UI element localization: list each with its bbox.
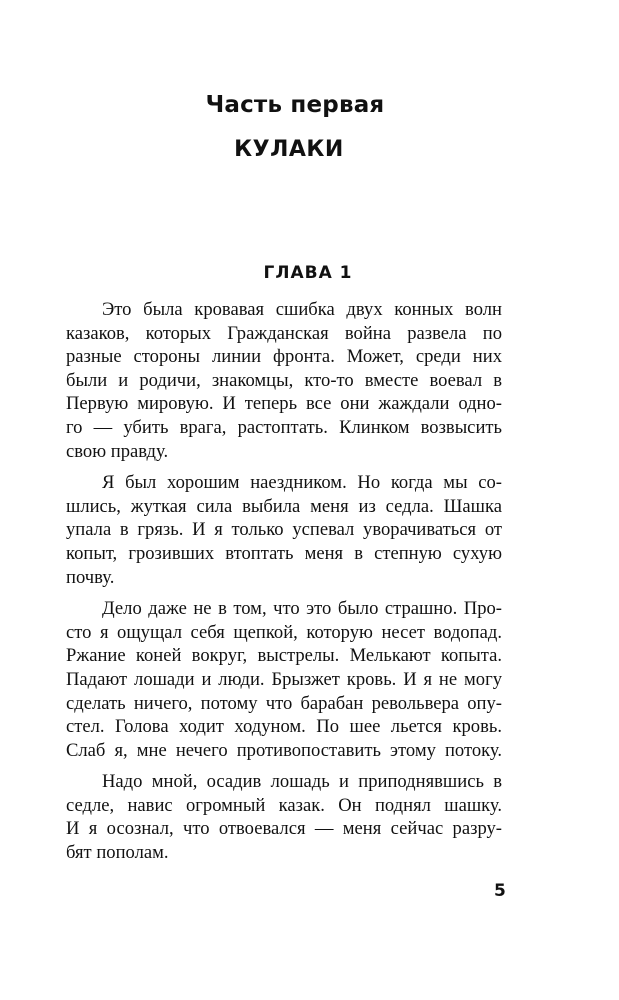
paragraph <box>66 770 502 864</box>
text-line: стел. Голова ходит ходуном. По шее льется кровь. <box>66 716 502 738</box>
text-line: Ржание коней вокруг, выстрелы. Мелькают копыта. <box>66 645 502 667</box>
text-line: Я был хорошим наездником. Но когда мы со- <box>102 472 502 494</box>
text-line: Слаб я, мне нечего противопоставить этому потоку. <box>66 739 502 761</box>
page-number: 5 <box>494 881 506 901</box>
text-line: седле, навис огромный казак. Он поднял шашку. <box>66 794 502 816</box>
chapter-title: ГЛАВА 1 <box>263 263 353 283</box>
text-line: упала в грязь. И я только успевал уворачиваться от <box>66 519 502 541</box>
text-line: копыт, грозивших втоптать меня в степную сухую <box>66 542 502 564</box>
text-line: И я осознал, что отвоевался — меня сейчас разру- <box>66 818 502 840</box>
text-line: го — убить врага, растоптать. Клинком возвысить <box>66 416 502 438</box>
text-line: шлись, жуткая сила выбила меня из седла. Шашка <box>66 495 502 517</box>
paragraph <box>66 298 502 463</box>
part-label: Часть первая <box>205 92 385 118</box>
text-line: сто я ощущал себя щепкой, которую несет водопад. <box>66 621 502 643</box>
text-line: Это была кровавая сшибка двух конных волн <box>102 299 502 320</box>
text-line: были и родичи, знакомцы, кто-то вместе воевал в <box>66 369 502 391</box>
chapter-body <box>66 298 502 873</box>
paragraph <box>66 471 502 589</box>
text-line: Надо мной, осадив лошадь и приподнявшись в <box>102 771 502 793</box>
text-line: бят пополам. <box>66 842 169 864</box>
text-line: казаков, которых Гражданская война развела по <box>66 322 502 344</box>
text-line: Падают лошади и люди. Брызжет кровь. И я не могу <box>66 668 502 690</box>
text-line: Первую мировую. И теперь все они жаждали одно- <box>66 393 502 415</box>
text-line: разные стороны линии фронта. Может, среди них <box>66 346 502 368</box>
paragraph <box>66 597 502 762</box>
text-line: сделать ничего, потому что барабан револьвера опу- <box>66 692 502 714</box>
text-line: Дело даже не в том, что это было страшно. Про- <box>102 598 502 620</box>
text-line: почву. <box>66 566 115 588</box>
text-line: свою правду. <box>66 440 169 462</box>
part-title: КУЛАКИ <box>234 137 344 162</box>
